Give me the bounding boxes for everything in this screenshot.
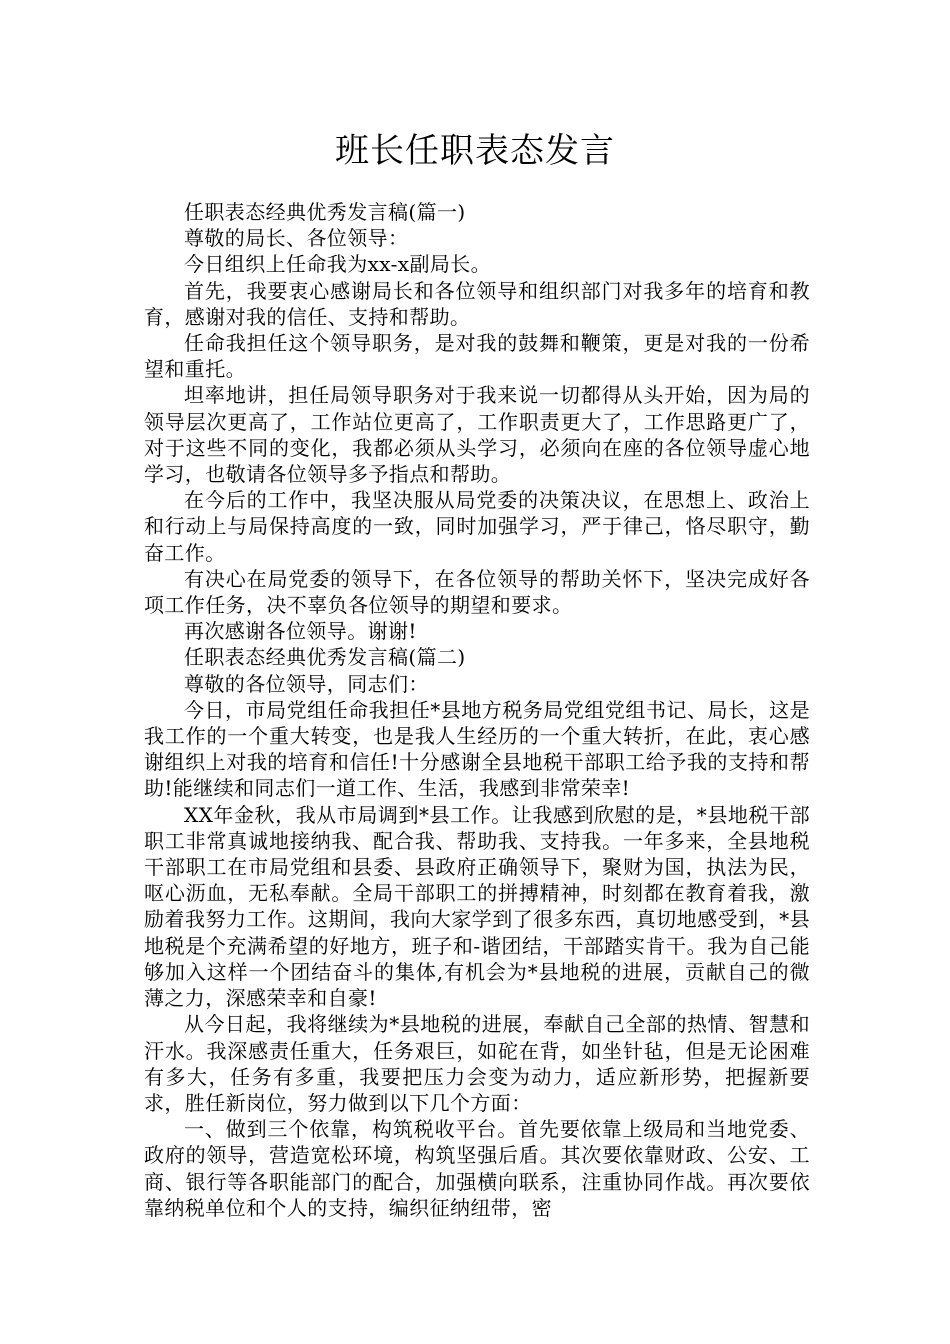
paragraph: 一、做到三个依靠，构筑税收平台。首先要依靠上级局和当地党委、政府的领导，营造宽松环境，构筑坚强后盾。其次要依靠财政、公安、工商、银行等各职能部门的配合，加强横向联系，注重协同作战。再次要依靠纳税单位和个人的支持，编织征纳纽带，密 <box>144 1117 810 1220</box>
paragraph: 任命我担任这个领导职务，是对我的鼓舞和鞭策，更是对我的一份希望和重托。 <box>144 331 810 382</box>
paragraph: 从今日起，我将继续为*县地税的进展，奉献自己全部的热情、智慧和汗水。我深感责任重大，任务艰巨，如砣在背，如坐针毡，但是无论困难有多大，任务有多重，我要把压力会变为动力，适应新形势，把握新要求，胜任新岗位，努力做到以下几个方面： <box>144 1012 810 1115</box>
paragraph: 坦率地讲，担任局领导职务对于我来说一切都得从头开始，因为局的领导层次更高了，工作站位更高了，工作职责更大了，工作思路更广了，对于这些不同的变化，我都必须从头学习，必须向在座的各位领导虚心地学习，也敬请各位领导多予指点和帮助。 <box>144 383 810 487</box>
paragraph: 尊敬的局长、各位领导： <box>184 226 409 251</box>
document-title: 班长任职表态发言 <box>335 131 615 171</box>
paragraph: 任职表态经典优秀发言稿(篇二) <box>184 645 466 670</box>
paragraph: 有决心在局党委的领导下，在各位领导的帮助关怀下，坚决完成好各项工作任务，决不辜负各位领导的期望和要求。 <box>144 566 810 618</box>
paragraph: 再次感谢各位领导。谢谢! <box>184 619 417 644</box>
paragraph: 任职表态经典优秀发言稿(篇一) <box>184 200 466 224</box>
paragraph: 尊敬的各位领导，同志们： <box>184 671 429 696</box>
document-body <box>144 199 810 1221</box>
paragraph: 在今后的工作中，我坚决服从局党委的决策决议，在思想上、政治上和行动上与局保持高度的一致，同时加强学习，严于律己，恪尽职守，勤奋工作。 <box>144 488 810 565</box>
paragraph: XX年金秋，我从市局调到*县工作。让我感到欣慰的是，*县地税干部职工非常真诚地接纳我、配合我、帮助我、支持我。一年多来，全县地税干部职工在市局党组和县委、县政府正确领导下，聚财为国，执法为民，呕心沥血，无私奉献。全局干部职工的拼搏精神，时刻都在教育着我，激励着我努力工作。这期间，我向大家学到了很多东西，真切地感受到，*县地税是个充满希望的好地方，班子和-谐团结，干部踏实肯干。我为自己能够加入这样一个团结奋斗的集体,有机会为*县地税的进展，贡献自己的微薄之力，深感荣幸和自豪! <box>144 802 810 1011</box>
paragraph: 首先，我要衷心感谢局长和各位领导和组织部门对我多年的培育和教育，感谢对我的信任、支持和帮助。 <box>144 278 810 329</box>
paragraph: 今日组织上任命我为xx-x副局长。 <box>184 252 492 277</box>
paragraph: 今日，市局党组任命我担任*县地方税务局党组党组书记、局长，这是我工作的一个重大转变，也是我人生经历的一个重大转折，在此，衷心感谢组织上对我的培育和信任!十分感谢全县地税干部职工给予我的支持和帮助!能继续和同志们一道工作、生活，我感到非常荣幸! <box>144 697 810 801</box>
